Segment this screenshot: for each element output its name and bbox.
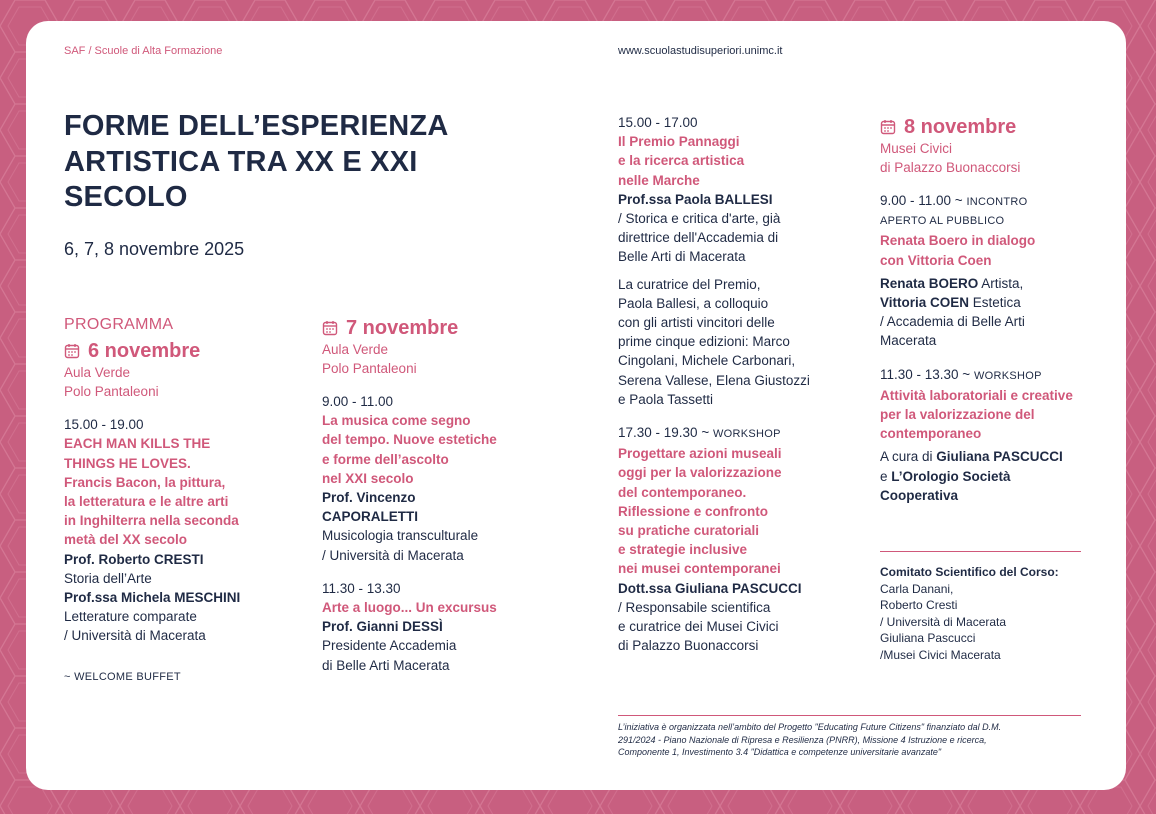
day-6-title-line: la letteratura e le altre arti — [64, 494, 229, 510]
participant-role: Artista, — [978, 275, 1024, 291]
page-title: FORME DELL’ESPERIENZA ARTISTICA TRA XX E XXI SECOLO — [64, 110, 448, 214]
session-time — [880, 365, 1110, 386]
participant-affiliation: / Accademia di Belle Arti — [880, 314, 1025, 330]
speaker-affiliation: / Università di Macerata — [64, 628, 206, 644]
speaker-affiliation: / Università di Macerata — [322, 547, 464, 563]
curator-org-name: Cooperativa — [880, 487, 959, 503]
day-6-title-line: THINGS HE LOVES. — [64, 455, 191, 471]
participant-role: Estetica — [969, 295, 1021, 311]
session-title: Arte a luogo... Un excursus — [322, 600, 497, 616]
session-time: 15.00 - 17.00 — [618, 115, 698, 130]
session-title-line: del contemporaneo. — [618, 484, 747, 500]
calendar-icon — [322, 320, 338, 336]
description-line: Serena Vallese, Elena Giustozzi — [618, 372, 810, 388]
session-title-line: oggi per la valorizzazione — [618, 465, 782, 481]
description-line: con gli artisti vincitori delle — [618, 315, 775, 331]
calendar-icon — [64, 343, 80, 359]
website-link[interactable]: www.scuolastudisuperiori.unimc.it — [618, 45, 783, 57]
day-6-heading — [64, 338, 304, 364]
curator-line — [880, 447, 1110, 466]
description-line: e Paola Tassetti — [618, 391, 714, 407]
session-time-range: 17.30 - 19.30 ~ — [618, 425, 713, 441]
curator-org — [880, 467, 1110, 486]
description-line: prime cinque edizioni: Marco — [618, 334, 790, 350]
session-title-line: per la valorizzazione del — [880, 407, 1035, 423]
speaker-role: Musicologia transculturale — [322, 528, 479, 544]
session-type-tag: APERTO AL PUBBLICO — [880, 215, 1005, 228]
session-title — [880, 386, 1110, 444]
session-time — [618, 423, 858, 444]
day-8-venue-line-1: Musei Civici — [880, 141, 953, 156]
session-title-line: nei musei contemporanei — [618, 561, 781, 577]
day-7-venue-line-2: Polo Pantaleoni — [322, 360, 417, 376]
speaker-name: Dott.ssa Giuliana PASCUCCI — [618, 580, 802, 596]
speaker-name: Prof. Gianni DESSÌ — [322, 619, 443, 635]
session-title-line: Progettare azioni museali — [618, 446, 782, 462]
session-type-tag: INCONTRO — [966, 196, 1028, 208]
session-type-tag: WORKSHOP — [973, 369, 1042, 382]
column-day-7-morning — [322, 315, 572, 675]
day-7-heading — [322, 315, 572, 341]
session-title-line: e forme dell’ascolto — [322, 451, 449, 467]
session-title-line: con Vittoria Coen — [880, 252, 992, 268]
welcome-buffet-label: ~ WELCOME BUFFET — [64, 670, 181, 683]
speaker-role: di Belle Arti Macerata — [322, 657, 450, 673]
session-description — [618, 275, 858, 409]
description-line: Cingolani, Michele Carbonari, — [618, 353, 796, 369]
participant-name: Renata BOERO — [880, 275, 979, 291]
session-type-tag: WORKSHOP — [712, 428, 781, 441]
day-8-venue-line-2: di Palazzo Buonaccorsi — [880, 159, 1021, 175]
participant — [880, 274, 1110, 293]
footnote-line: 291/2024 - Piano Nazionale di Ripresa e Resilienza (PNRR), Missione 4 Istruzione e ricerca, — [618, 734, 987, 745]
day-6-venue-line-2: Polo Pantaleoni — [64, 383, 159, 399]
footnote-line: Componente 1, Investimento 3.4 "Didattica e competenze universitarie avanzate" — [618, 747, 942, 757]
speaker-role: Belle Arti di Macerata — [618, 249, 746, 265]
session-time — [880, 191, 1110, 212]
session-time: 11.30 - 13.30 — [322, 580, 401, 596]
day-6-title — [64, 434, 304, 549]
calendar-icon — [880, 119, 896, 135]
speaker-name: Prof.ssa Michela MESCHINI — [64, 590, 241, 606]
session-title-line: contemporaneo — [880, 426, 982, 442]
session-title — [618, 132, 858, 190]
speaker-name-line: CAPORALETTI — [322, 509, 418, 525]
column-day-8 — [880, 114, 1110, 505]
session-time-range: 9.00 - 11.00 ~ — [880, 193, 967, 208]
day-6-time: 15.00 - 19.00 — [64, 417, 144, 433]
committee-member: Roberto Cresti — [880, 598, 958, 613]
curator-and: e — [880, 468, 892, 484]
column-day-6 — [64, 315, 304, 687]
day-6-title-line: Francis Bacon, la pittura, — [64, 474, 226, 490]
session-title — [322, 411, 572, 488]
speaker-role: e curatrice dei Musei Civici — [618, 619, 779, 635]
speaker-role: / Storica e critica d'arte, già — [618, 211, 781, 227]
session-title-line: Attività laboratoriali e creative — [880, 387, 1073, 403]
session-title-line: nel XXI secolo — [322, 470, 414, 486]
speaker-role: direttrice dell'Accademia di — [618, 230, 779, 246]
participant — [880, 293, 1110, 312]
session-title-line: nelle Marche — [618, 172, 700, 188]
committee-title: Comitato Scientifico del Corso: — [880, 565, 1059, 579]
day-7-date: 7 novembre — [346, 317, 459, 339]
column-day-7-afternoon — [618, 113, 858, 655]
session-title — [618, 444, 858, 578]
speaker-name — [322, 488, 572, 526]
session-time-range: 11.30 - 13.30 ~ — [880, 366, 974, 382]
committee-affiliation: /Musei Civici Macerata — [880, 647, 1001, 662]
session-title-line: su pratiche curatoriali — [618, 523, 760, 539]
day-8-date: 8 novembre — [904, 116, 1017, 138]
speaker-name-line: Prof. Vincenzo — [322, 490, 416, 506]
day-6-title-line: EACH MAN KILLS THE — [64, 436, 211, 452]
day-6-title-line: in Inghilterra nella seconda — [64, 513, 239, 529]
footnote-divider — [618, 715, 1081, 716]
day-7-venue-line-1: Aula Verde — [322, 342, 389, 357]
curator-name: Giuliana PASCUCCI — [936, 449, 1063, 465]
event-dates: 6, 7, 8 novembre 2025 — [64, 239, 245, 259]
day-6-title-line: metà del XX secolo — [64, 532, 188, 548]
speaker-role: di Palazzo Buonaccorsi — [618, 638, 759, 654]
session-title-line: e la ricerca artistica — [618, 153, 745, 169]
session-time: 9.00 - 11.00 — [322, 394, 394, 409]
participant-name: Vittoria COEN — [880, 295, 970, 311]
speaker-role: Letterature comparate — [64, 609, 197, 625]
speaker-role: Storia dell’Arte — [64, 570, 152, 586]
description-line: Paola Ballesi, a colloquio — [618, 295, 769, 311]
session-title-line: Il Premio Pannaggi — [618, 134, 740, 150]
day-8-heading — [880, 114, 1110, 140]
speaker-name: Prof. Roberto CRESTI — [64, 551, 204, 567]
committee-affiliation: / Università di Macerata — [880, 614, 1007, 629]
participant-affiliation: Macerata — [880, 333, 937, 349]
scientific-committee — [880, 564, 1110, 664]
committee-member: Carla Danani, — [880, 581, 954, 596]
program-label: PROGRAMMA — [64, 316, 174, 333]
curator-org-name: L’Orologio Società — [891, 468, 1011, 484]
day-6-venue-line-1: Aula Verde — [64, 365, 131, 381]
day-6-date: 6 novembre — [88, 340, 201, 363]
speaker-name: Prof.ssa Paola BALLESI — [618, 191, 773, 207]
description-line: La curatrice del Premio, — [618, 276, 761, 292]
speaker-role: Presidente Accademia — [322, 638, 457, 654]
session-title-line: Renata Boero in dialogo — [880, 233, 1036, 249]
divider — [880, 551, 1081, 552]
speaker-role: / Responsabile scientifica — [618, 599, 771, 615]
brand-label: SAF / Scuole di Alta Formazione — [64, 45, 223, 57]
session-title-line: e strategie inclusive — [618, 542, 748, 558]
footnote-line: L’iniziativa è organizzata nell’ambito del Progetto "Educating Future Citizens" finanziato dal D.M. — [618, 722, 1002, 732]
session-title-line: Riflessione e confronto — [618, 503, 769, 519]
program-card — [26, 21, 1126, 790]
session-title — [880, 231, 1110, 269]
curator-prefix: A cura di — [880, 449, 937, 465]
session-title-line: La musica come segno — [322, 413, 471, 429]
footnote — [618, 721, 1088, 759]
session-title-line: del tempo. Nuove estetiche — [322, 432, 497, 448]
committee-member: Giuliana Pascucci — [880, 631, 976, 646]
